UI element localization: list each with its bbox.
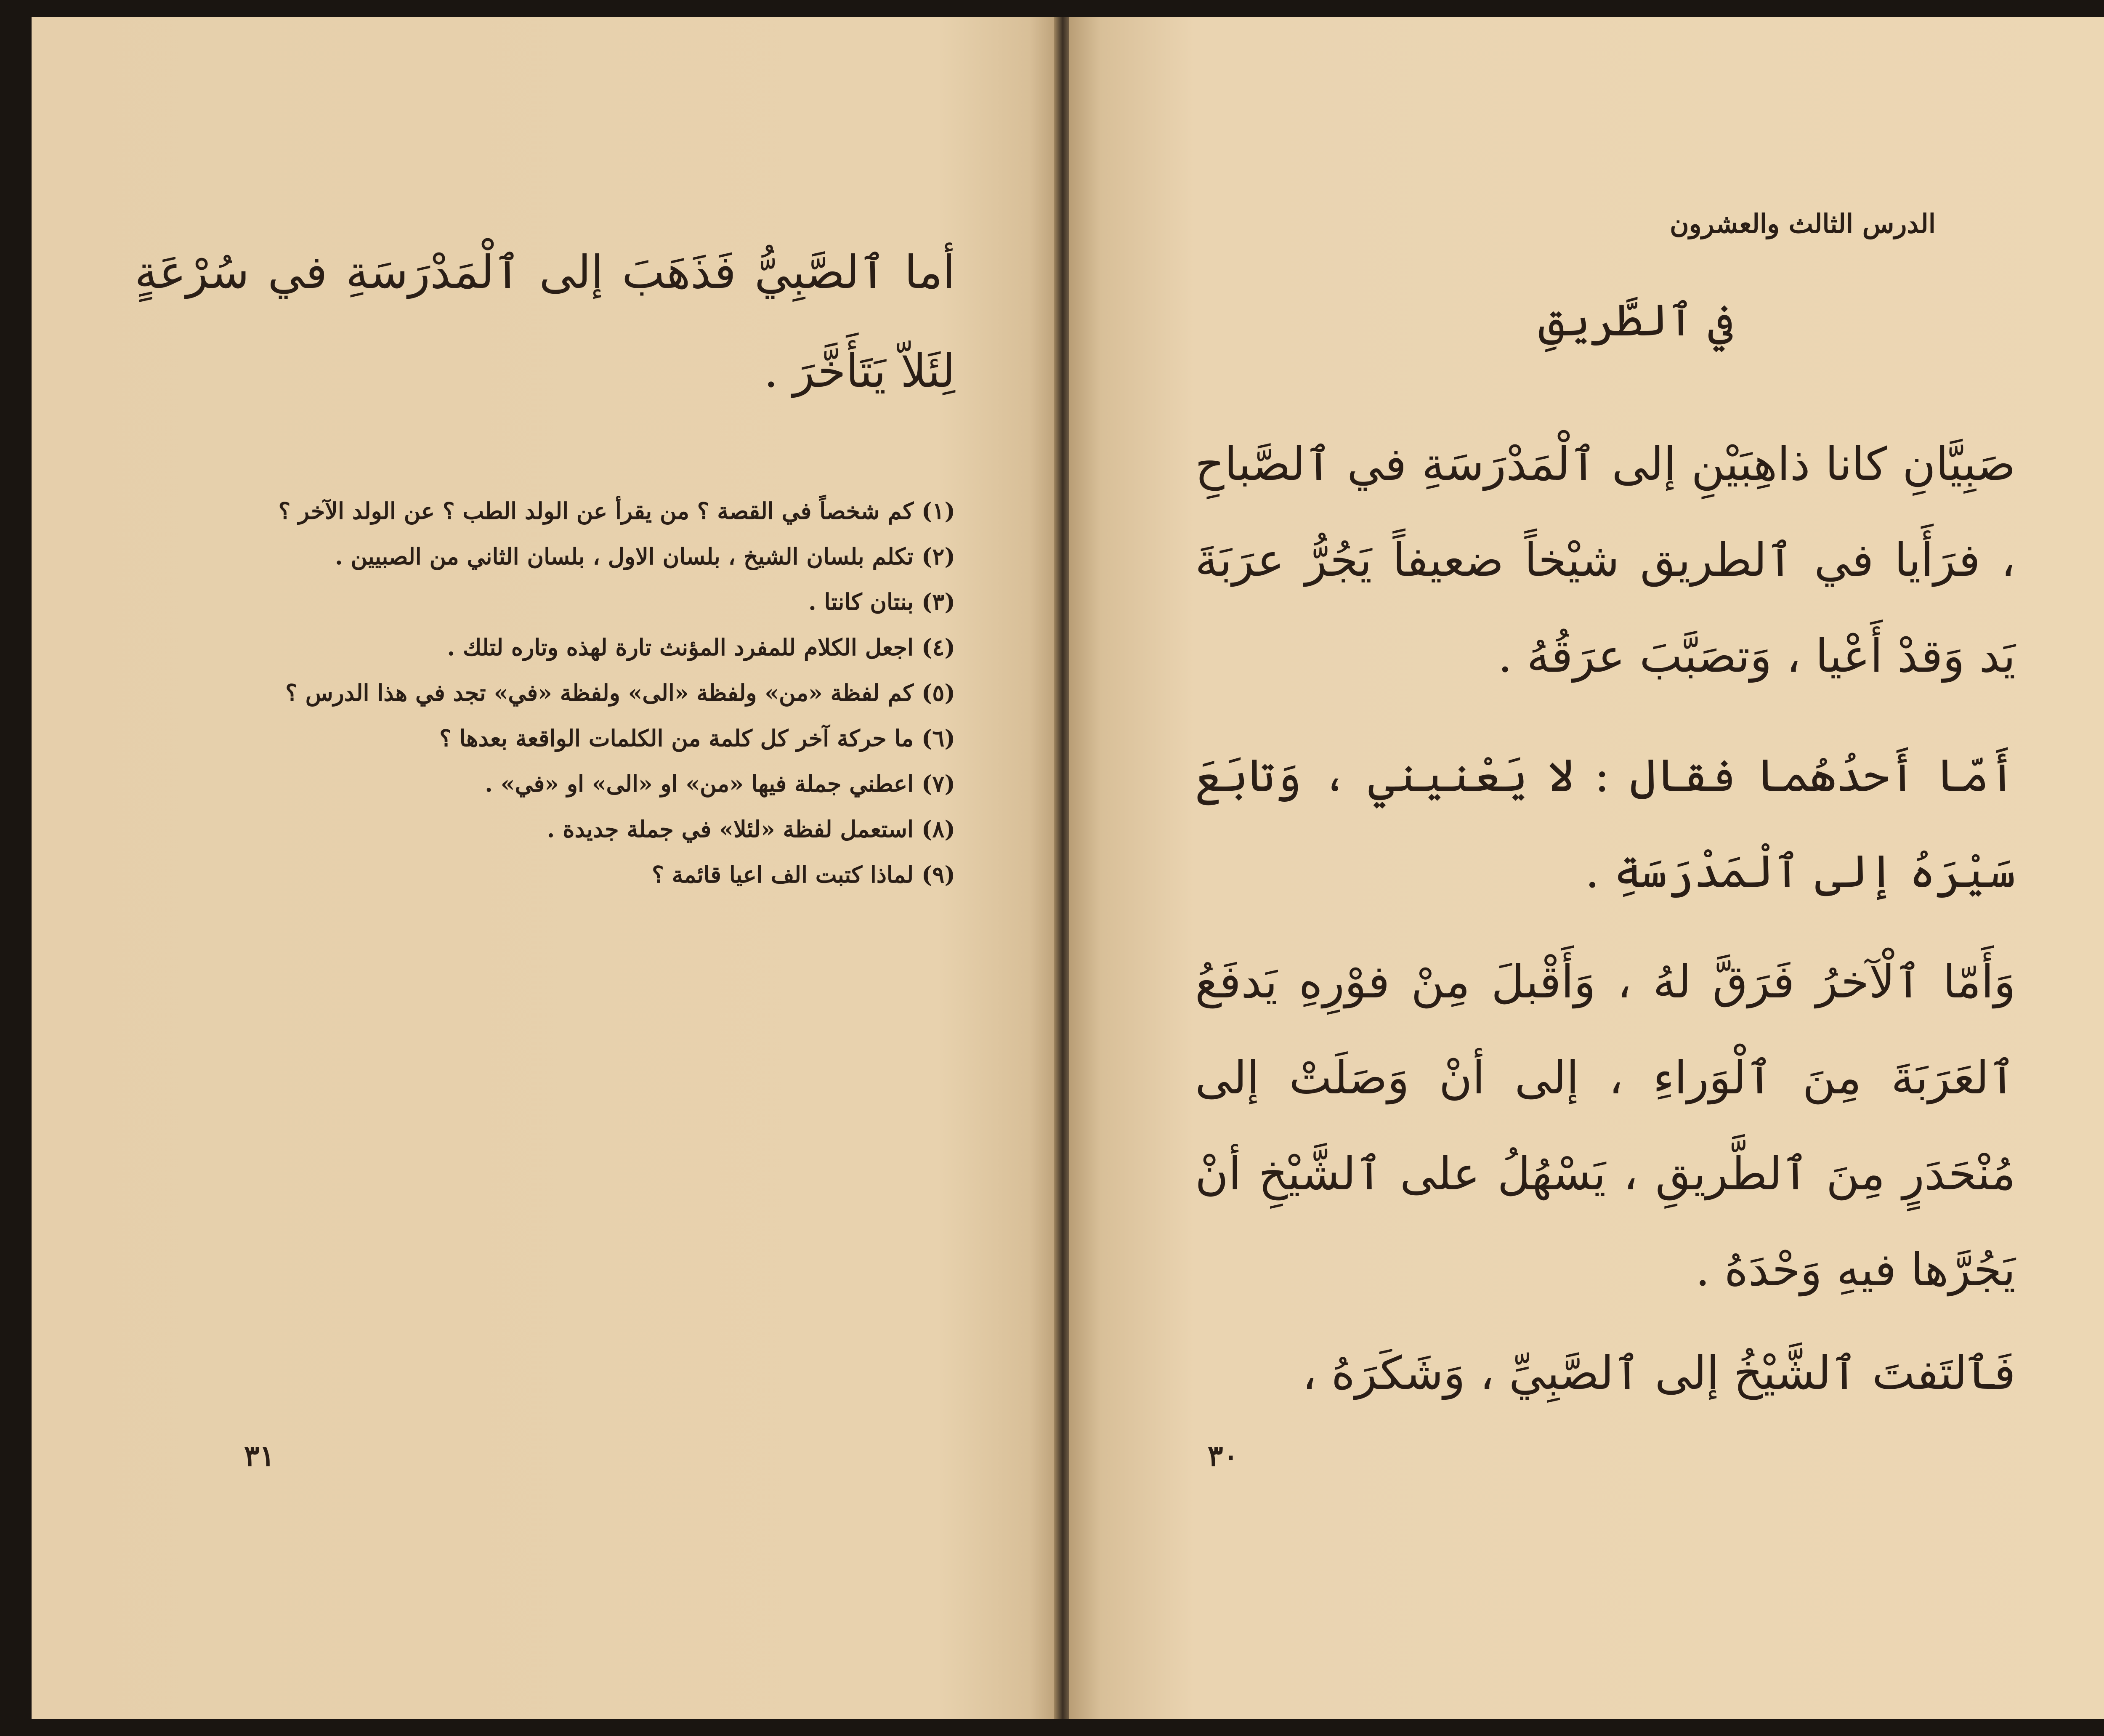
- question-item: (٤) اجعل الكلام للمفرد المؤنث تارة لهذه وتاره لتلك .: [447, 634, 955, 661]
- story-continuation: أما ٱلصَّبِيُّ فَذَهَبَ إلى ٱلْمَدْرَسَةِ في سُرْعَةٍ لِئَلاّ يَتَأَخَّرَ .: [135, 246, 955, 398]
- question-item: (٧) اعطني جملة فيها «من» او «الى» او «في» .: [485, 770, 955, 797]
- question-item: (٣) بنتان كانتا .: [808, 588, 955, 615]
- exercise-questions: [122, 488, 955, 897]
- story-paragraph: صَبِيَّانِ كانا ذاهِبَيْنِ إلى ٱلْمَدْرَسَةِ في ٱلصَّباحِ ، فرَأَيا في ٱلطريق شيْخاً ضعيفاً يَجُرُّ عرَبَةَ يَد وَقدْ أَعْيا ، وَتصَبَّبَ عرَقُهُ .: [1195, 438, 2016, 683]
- right-page: [1069, 17, 2104, 1719]
- lesson-title: في ٱلطَّريقِ: [1538, 295, 1734, 346]
- left-page: [32, 17, 1060, 1719]
- lesson-heading: الدرس الثالث والعشرون: [1670, 208, 1936, 239]
- question-item: (٩) لماذا كتبت الف اعيا قائمة ؟: [652, 861, 955, 888]
- story-paragraph: فَٱلتَفتَ ٱلشَّيْخُ إلى ٱلصَّبِيِّ ، وَشَكَرَهُ ،: [1302, 1347, 2016, 1400]
- story-paragraph: أَمّا أَحدُهُما فقال : لا يَعْنيني ، وَتابَعَ سَيْرَهُ إلى ٱلْمَدْرَسَةِ .: [1195, 750, 2016, 898]
- question-item: (٨) استعمل لفظة «لئلا» في جملة جديدة .: [547, 816, 955, 843]
- page-number-left: ٣١: [244, 1439, 275, 1473]
- page-number-right: ٣٠: [1208, 1439, 1239, 1473]
- question-item: (٢) تكلم بلسان الشيخ ، بلسان الاول ، بلسان الثاني من الصبيين .: [335, 543, 955, 570]
- question-item: (١) كم شخصاً في القصة ؟ من يقرأ عن الولد الطب ؟ عن الولد الآخر ؟: [278, 497, 955, 524]
- question-item: (٥) كم لفظة «من» ولفظة «الى» ولفظة «في» تجد في هذا الدرس ؟: [285, 679, 955, 706]
- story-paragraph: وَأَمّا ٱلْآخرُ فَرَقَّ لهُ ، وَأَقْبلَ مِنْ فوْرِهِ يَدفَعُ ٱلعَرَبَةَ مِنَ ٱلْوَراءِ ، إلى أنْ وَصَلَتْ إلى مُنْحَدَرٍ مِنَ ٱلطَّريقِ ، يَسْهُلُ على ٱلشَّيْخِ أنْ يَجُرَّها فيهِ وَحْدَهُ .: [1195, 956, 2016, 1296]
- question-item: (٦) ما حركة آخر كل كلمة من الكلمات الواقعة بعدها ؟: [439, 725, 955, 752]
